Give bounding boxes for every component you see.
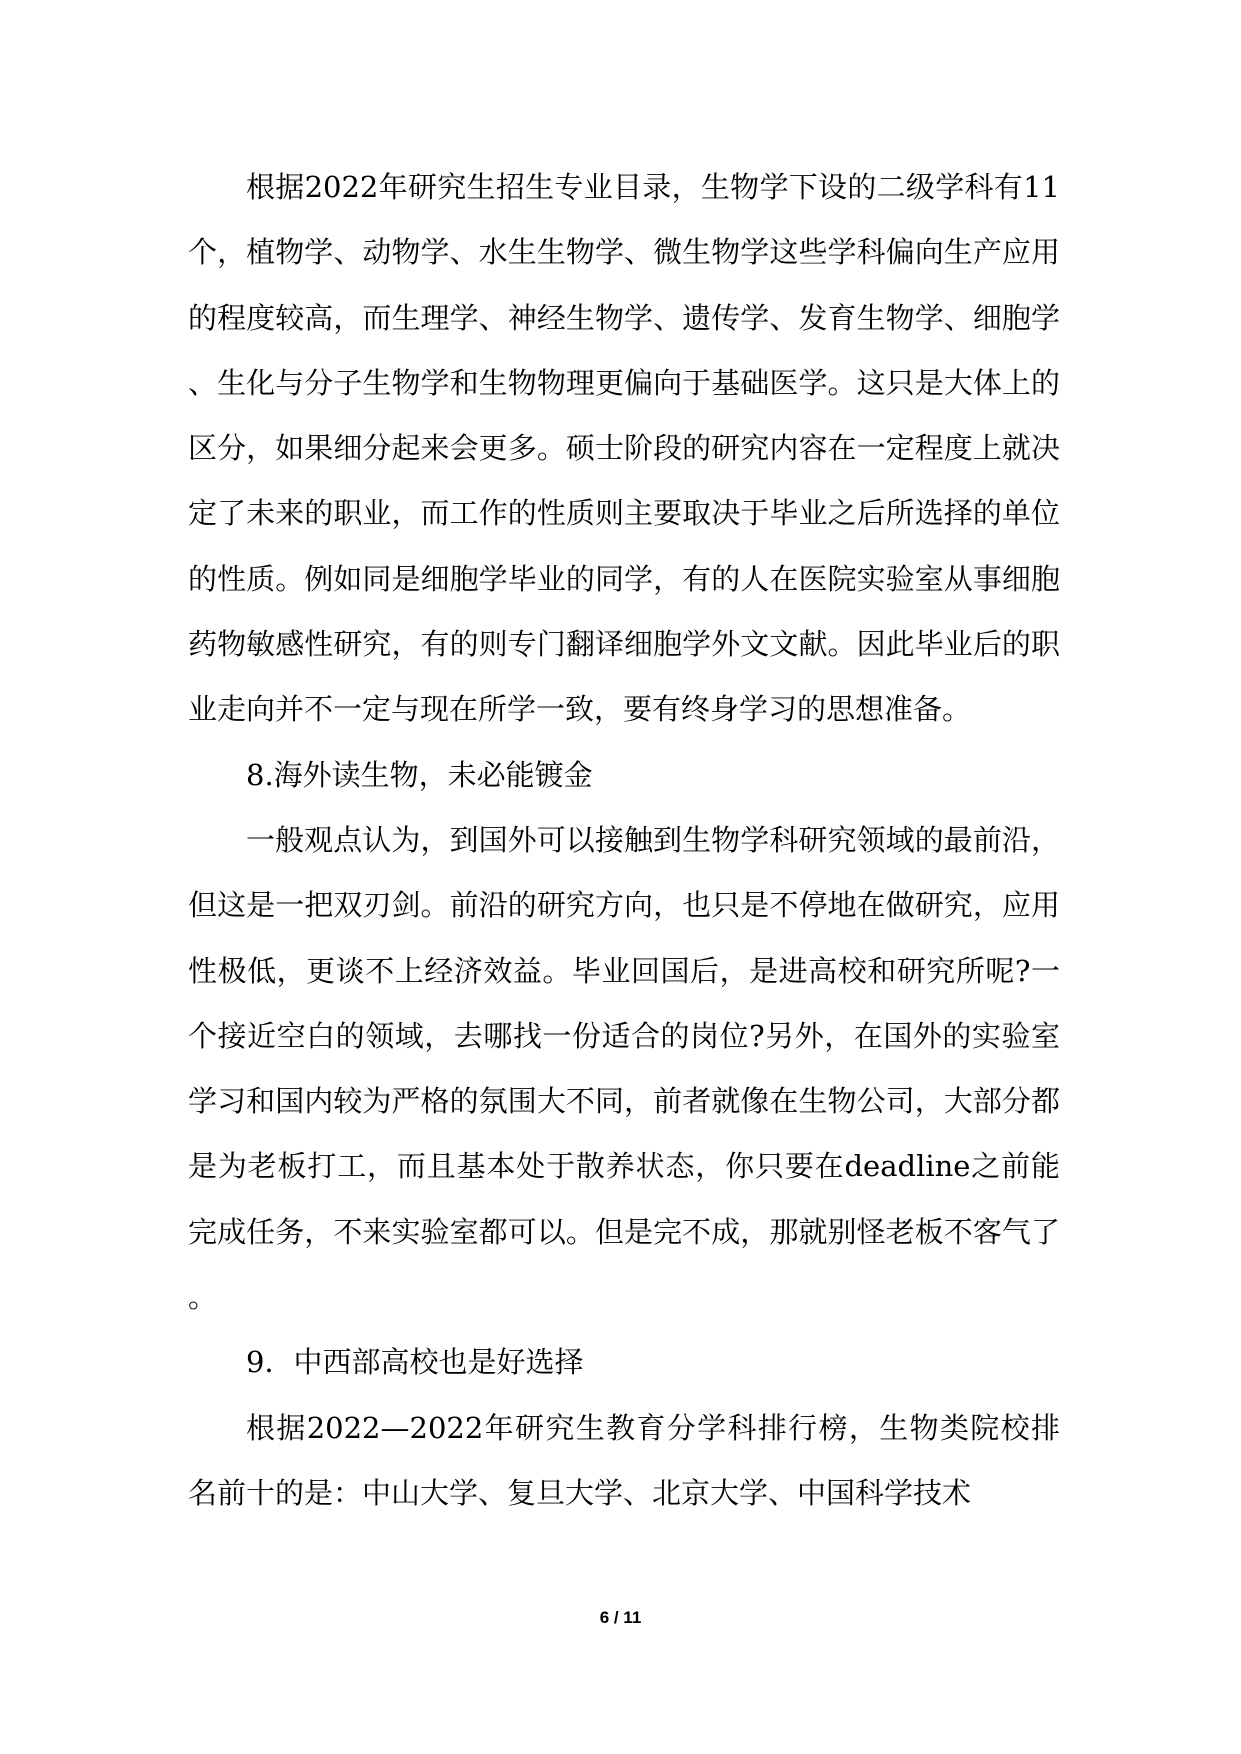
paragraph-biology-subdisciplines: 根据2022年研究生招生专业目录，生物学下设的二级学科有11个，植物学、动物学、水生生物学、微生物学这些学科偏向生产应用的程度较高，而生理学、神经生物学、遗传学、发育生物学、细胞学、生化与分子生物学和生物物理更偏向于基础医学。这只是大体上的区分，如果细分起来会更多。硕士阶段的研究内容在一定程度上就决定了未来的职业，而工作的性质则主要取决于毕业之后所选择的单位的性质。例如同是细胞学毕业的同学，有的人在医院实验室从事细胞药物敏感性研究，有的则专门翻译细胞学外文文献。因此毕业后的职业走向并不一定与现在所学一致，要有终身学习的思想准备。 — [188, 170, 1060, 727]
paragraph-overseas-study: 一般观点认为，到国外可以接触到生物学科研究领域的最前沿，但这是一把双刃剑。前沿的研究方向，也只是不停地在做研究，应用性极低，更谈不上经济效益。毕业回国后，是进高校和研究所呢?一个接近空白的领域，去哪找一份适合的岗位?另外，在国外的实验室学习和国内较为严格的氛围大不同，前者就像在生物公司，大部分都是为老板打工，而且基本处于散养状态，你只要在deadline之前能完成任务，不来实验室都可以。但是完不成，那就别怪老板不客气了。 — [188, 822, 1060, 1315]
section-heading-central-western-universities: 9．中西部高校也是好选择 — [246, 1345, 584, 1380]
page-body — [188, 155, 1060, 1526]
page-number: 6 / 11 — [599, 1608, 642, 1627]
section-heading-overseas-study: 8.海外读生物，未必能镀金 — [246, 757, 593, 792]
paragraph-university-ranking: 根据2022—2022年研究生教育分学科排行榜，生物类院校排名前十的是：中山大学、复旦大学、北京大学、中国科学技术 — [188, 1410, 1060, 1510]
